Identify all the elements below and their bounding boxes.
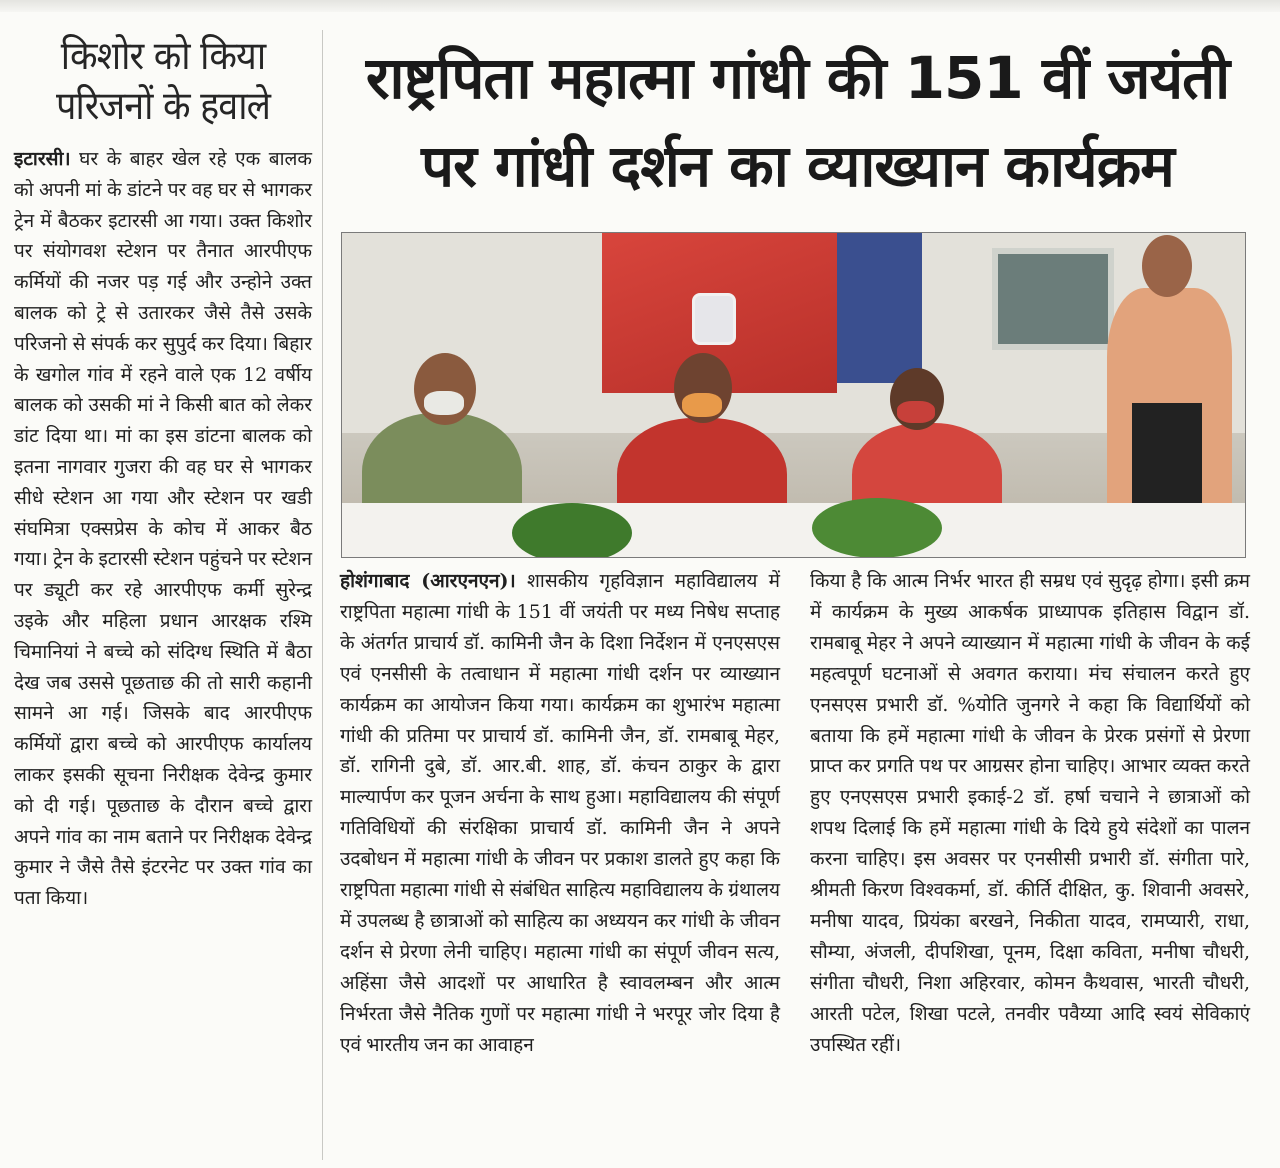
photo-banner-blue xyxy=(837,233,922,383)
photo-table xyxy=(342,503,1245,557)
column-divider xyxy=(322,30,323,1160)
main-headline-line1: राष्ट्रपिता महात्मा गांधी की 151 वीं जयंती xyxy=(365,44,1230,112)
side-story-text: घर के बाहर खेल रहे एक बालक को अपनी मां के डांटने पर वह घर से भागकर ट्रेन में बैठकर इटारसी आ गया। उक्त किशोर पर संयोगवश स्टेशन पर तैनात आरपीएफ कर्मियों की नजर पड़ गई और उन्होने उक्त बालक को ट्रे से उतारकर जैसे तैसे उसके परिजनो से संपर्क कर सुपुर्द कर दिया। बिहार के खगोल गांव में रहने वाले एक 12 वर्षीय बालक को उसकी मां ने किसी बात को लेकर डांट दिया था। मां का इस डांटना बालक को इतना नागवार गुजरा की वह घर से भागकर सीधे स्टेशन आ गया और स्टेशन पर खडी संघमित्रा एक्सप्रेस के कोच में आकर बैठ गया। ट्रेन के इटारसी स्टेशन पहुंचने पर स्टेशन पर ड्यूटी कर रहे आरपीएफ कर्मी सुरेन्द्र उइके और महिला प्रधान आरक्षक रश्मि चिमानियां ने बच्चे को संदिग्ध स्थिति में बैठा देख जब उससे पूछताछ की तो सारी कहानी सामने आ गई। जिसके बाद आरपीएफ कर्मियों द्वारा बच्चे को आरपीएफ कार्यालय लाकर इसकी सूचना निरीक्षक देवेन्द्र कुमार को दी गई। पूछताछ के दौरान बच्चे द्वारा अपने गांव का नाम बताने पर निरीक्षक देवेन्द्र कुमार ने जैसे तैसे इंटरनेट पर उक्त गांव का पता किया। xyxy=(14,148,312,910)
main-story-dateline: होशंगाबाद (आरएनएन)। xyxy=(340,570,516,592)
event-photo xyxy=(341,232,1246,558)
photo-flowers-1 xyxy=(512,503,632,558)
main-headline xyxy=(330,34,1265,210)
main-story-col1-text xyxy=(340,566,780,1061)
side-story xyxy=(14,32,312,1152)
main-story-col1-body: शासकीय गृहविज्ञान महाविद्यालय में राष्ट्रपिता महात्मा गांधी के 151 वीं जयंती पर मध्य निषेध सप्ताह के अंतर्गत प्राचार्य डॉ. कामिनी जैन के दिशा निर्देशन में एनएसएस एवं एनसीसी के तत्वाधान में महात्मा गांधी दर्शन पर व्याख्यान कार्यक्रम का आयोजन किया गया। कार्यक्रम का शुभारंभ महात्मा गांधी की प्रतिमा पर प्राचार्य डॉ. कामिनी जैन, डॉ. रामबाबू मेहर, डॉ. रागिनी दुबे, डॉ. आर.बी. शाह, डॉ. कंचन ठाकुर के द्वारा माल्यार्पण कर पूजन अर्चना के साथ हुआ। महाविद्यालय की संपूर्ण गतिविधियों की संरक्षिका प्राचार्य डॉ. कामिनी जैन ने अपने उदबोधन में महात्मा गांधी के जीवन पर प्रकाश डालते हुए कहा कि राष्ट्रपिता महात्मा गांधी से संबंधित साहित्य महाविद्यालय के ग्रंथालय में उपलब्ध है छात्राओं को साहित्य का अध्ययन कर गांधी के जीवन दर्शन से प्रेरणा लेनी चाहिए। महात्मा गांधी का संपूर्ण जीवन सत्य, अहिंसा जैसे आदशों पर आधारित है स्वावलम्बन और आत्म निर्भरता जैसे नैतिक गुणों पर महात्मा गांधी ने भरपूर जोर दिया है एवं भारतीय जन का आवाहन xyxy=(340,570,780,1056)
photo-mask-1 xyxy=(424,391,464,415)
photo-window xyxy=(992,248,1114,350)
main-headline-line2: पर गांधी दर्शन का व्याख्यान कार्यक्रम xyxy=(421,132,1174,200)
main-story-body xyxy=(340,566,1250,1156)
main-story-col2-text: किया है कि आत्म निर्भर भारत ही सम्रध एवं सुदृढ़ होगा। इसी क्रम में कार्यक्रम के मुख्य आकर्षक प्राध्यापक इतिहास विद्वान डॉ. रामबाबू मेहर ने अपने व्याख्यान में महात्मा गांधी के जीवन के कई महत्वपूर्ण घटनाओं से अवगत कराया। मंच संचालन करते हुए एनसएस प्रभारी डॉ. %योति जुनगरे ने कहा कि विद्यार्थियों को बताया कि हमें महात्मा गांधी के जीवन के प्रेरक प्रसंगों से प्रेरणा प्राप्त कर प्रगति पथ पर आग्रसर होना चाहिए। आभार व्यक्त करते हुए एनएसएस प्रभारी इकाई-2 डॉ. हर्षा चचाने ने छात्राओं को शपथ दिलाई कि हमें महात्मा गांधी के दिये हुये संदेशों का पालन करना चाहिए। इस अवसर पर एनसीसी प्रभारी डॉ. संगीता पारे, श्रीमती किरण विश्वकर्मा, डॉ. कीर्ति दीक्षित, कु. शिवानी अवसरे, मनीषा यादव, प्रियंका बरखने, निकीता यादव, रामप्यारी, राधा, सौम्या, अंजली, दीपशिखा, पूनम, दिक्षा कविता, मनीषा चौधरी, संगीता चौधरी, निशा अहिरवार, कोमन कैथवास, भारती चौधरी, आरती पटेल, शिखा पटले, तनवीर पवैय्या आदि स्वयं सेविकाएं उपस्थित रहीं। xyxy=(810,570,1250,1056)
photo-speaker-head xyxy=(1142,235,1192,297)
main-story-column-1 xyxy=(340,566,780,1156)
photo-mask-3 xyxy=(897,401,935,423)
main-story-column-2 xyxy=(810,566,1250,1156)
photo-emblem-icon xyxy=(692,293,736,345)
photo-mask-2 xyxy=(682,393,722,417)
photo-flowers-2 xyxy=(812,498,942,558)
side-story-body xyxy=(14,144,312,914)
top-strip xyxy=(0,0,1280,12)
side-story-headline: किशोर को किया परिजनों के हवाले xyxy=(56,34,270,129)
side-story-dateline: इटारसी। xyxy=(14,148,71,170)
